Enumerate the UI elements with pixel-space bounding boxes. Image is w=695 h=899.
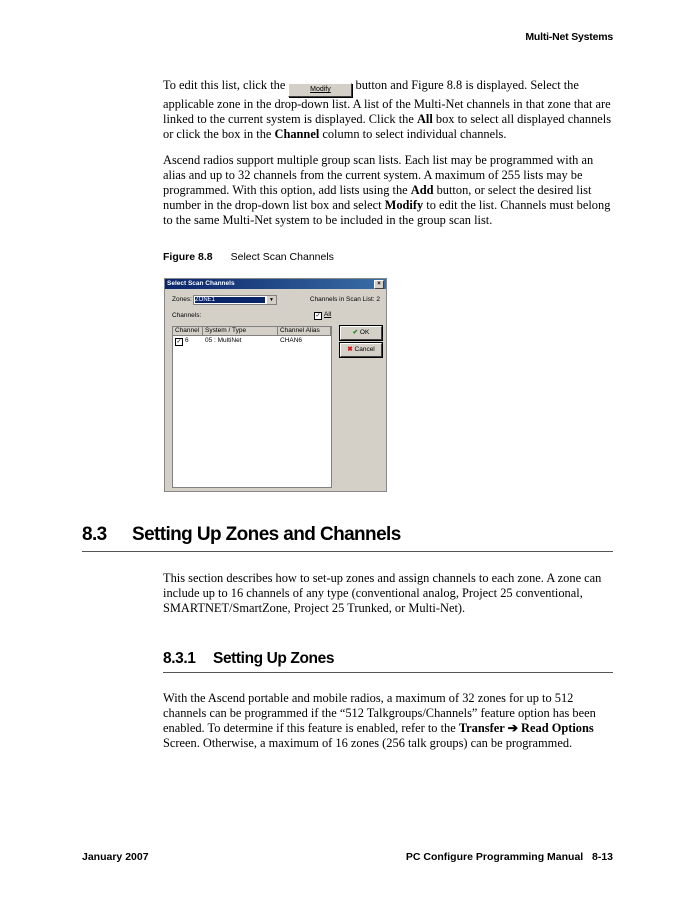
checkbox-checked-icon[interactable]: ✓ <box>176 339 182 345</box>
dialog-titlebar: Select Scan Channels × <box>165 279 386 289</box>
select-scan-channels-dialog <box>164 278 387 492</box>
running-header: Multi-Net Systems <box>525 31 613 43</box>
paragraph-scan-lists: Ascend radios support multiple group scan lists. Each list may be programmed with an alias and up to 32 channels from the current system. A maximum of 255 lists may be programmed. With this option, add lists using the Add button, or select the desired list number in the drop-down list box and select Modify to edit the list. Channels must belong to the same Multi-Net system to be included in the group scan list. <box>163 153 611 227</box>
section-heading-8-3: 8.3 Setting Up Zones and Channels <box>82 524 401 545</box>
checkbox-checked-icon: ✓ <box>315 313 321 319</box>
modify-button-image: Modify <box>288 83 352 97</box>
divider <box>82 551 613 552</box>
list-header: Channel System / Type Channel Alias <box>173 327 331 336</box>
channels-in-scan-list: Channels in Scan List: 2 <box>309 296 380 303</box>
ok-button[interactable]: ✔ OK <box>340 326 382 340</box>
channels-list[interactable] <box>172 326 332 488</box>
paragraph-edit-list: To edit this list, click the Modify button and Figure 8.8 is displayed. Select the applicable zone in the drop-down list. A list of the Multi-Net channels in that zone that are linked to the current system is displayed. Click the All box to select all displayed channels or click the box in the Channel column to select individual channels. <box>163 78 612 141</box>
zones-label: Zones: <box>172 296 192 303</box>
cancel-button[interactable]: ✖ Cancel <box>340 343 382 357</box>
paragraph-setting-up-zones: With the Ascend portable and mobile radios, a maximum of 32 zones for up to 512 channels can be programmed if the “512 Talkgroups/Channels” feature option has been enabled. To determine if this feature is enabled, refer to the Transfer ➔ Read Options Screen. Otherwise, a maximum of 16 zones (256 talk groups) can be programmed. <box>163 691 596 750</box>
check-icon: ✔ <box>352 329 359 336</box>
list-row[interactable]: ✓ 6 05 : MultiNet CHAN6 <box>176 337 303 345</box>
x-icon: ✖ <box>347 346 353 353</box>
all-checkbox[interactable]: ✓ All <box>315 311 332 319</box>
channels-label: Channels: <box>172 312 202 319</box>
chevron-down-icon: ▼ <box>267 296 276 304</box>
footer-date: January 2007 <box>82 851 149 863</box>
footer-manual: PC Configure Programming Manual 8-13 <box>405 851 613 863</box>
section-heading-8-3-1: 8.3.1 Setting Up Zones <box>163 650 335 667</box>
zones-dropdown[interactable]: ZONE1 ▼ <box>193 295 277 305</box>
close-icon[interactable]: × <box>374 280 384 289</box>
figure-caption: Figure 8.8 Select Scan Channels <box>163 251 334 263</box>
divider <box>163 672 613 673</box>
paragraph-zones-intro: This section describes how to set-up zones and assign channels to each zone. A zone can include up to 16 channels of any type (conventional analog, Project 25 conventional, SMARTNET/SmartZone, Project 25 Trunked, or Multi-Net). <box>163 571 602 615</box>
